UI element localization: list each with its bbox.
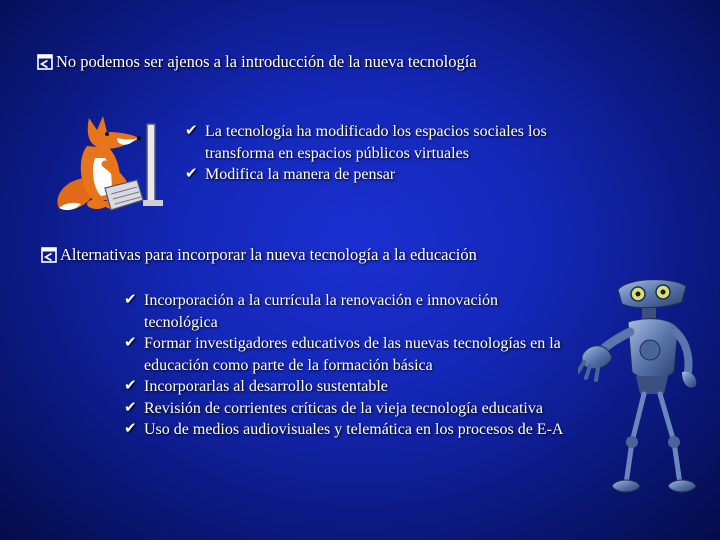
list-item-text: Formar investigadores educativos de las nuevas tecnologías en la educación como parte de la formación básica — [144, 335, 561, 374]
section1-list — [185, 121, 605, 186]
section2-heading-row — [41, 245, 477, 265]
check-icon: ✔ — [124, 335, 137, 351]
section1-heading: No podemos ser ajenos a la introducción de la nueva tecnología — [56, 52, 477, 71]
list-item-text: Incorporarlas al desarrollo sustentable — [144, 378, 388, 395]
list-item-text: Incorporación a la currícula la renovación e innovación tecnológica — [144, 292, 499, 331]
fox-at-computer-illustration — [47, 108, 172, 218]
section2-heading: Alternativas para incorporar la nueva tecnología a la educación — [60, 245, 477, 264]
list-item-text: La tecnología ha modificado los espacios sociales los transforma en espacios públicos virtuales — [205, 123, 547, 162]
list-item-text: Revisión de corrientes críticas de la vieja tecnología educativa — [144, 399, 543, 417]
section1-heading-row — [37, 52, 477, 72]
list-item-text: Modifica la manera de pensar — [205, 166, 396, 183]
window-icon — [41, 247, 57, 263]
check-icon: ✔ — [185, 123, 198, 139]
window-icon — [37, 54, 53, 70]
list-item-text: Uso de medios audiovisuales y telemática en los procesos de E-A — [144, 421, 564, 438]
check-icon: ✔ — [185, 166, 198, 182]
list-item — [124, 290, 574, 333]
list-item — [124, 398, 574, 420]
list-item — [124, 419, 574, 441]
check-icon: ✔ — [124, 292, 137, 308]
check-icon: ✔ — [124, 378, 137, 394]
section2-list — [124, 290, 574, 441]
list-item — [185, 121, 605, 164]
check-icon: ✔ — [124, 421, 137, 437]
list-item — [124, 333, 574, 376]
list-item — [124, 376, 574, 398]
list-item — [185, 164, 605, 186]
robot-illustration — [578, 272, 708, 507]
check-icon: ✔ — [124, 399, 137, 416]
